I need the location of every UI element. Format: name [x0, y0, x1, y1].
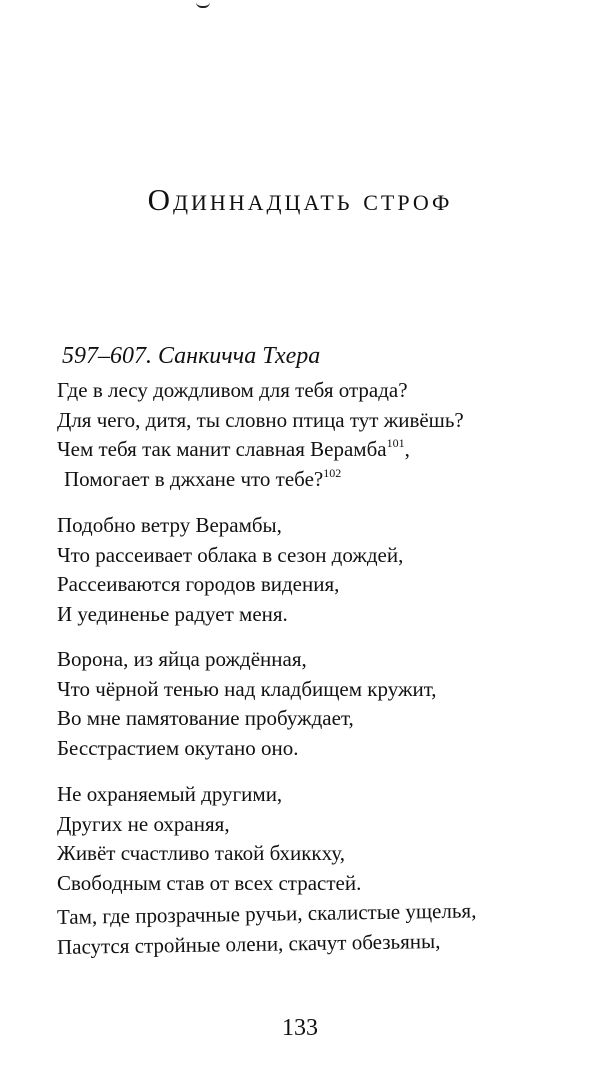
verse-line: Подобно ветру Верамбы,	[57, 513, 282, 537]
verse-text: Помогает в джхане что тебе?	[64, 466, 324, 491]
verse-line: Там, где прозрачные ручьи, скалистые ущелья,	[56, 898, 477, 929]
stanza-5	[56, 898, 477, 962]
verse-line: Не охраняемый другими,	[57, 782, 283, 806]
verse-line: Что рассеивает облака в сезон дождей,	[57, 542, 404, 567]
verse-line: Ворона, из яйца рождённая,	[57, 647, 307, 671]
footnote-ref-102[interactable]: 102	[323, 465, 342, 480]
stanza-4	[57, 780, 361, 898]
verse-line	[57, 465, 464, 495]
verse-punctuation: ,	[404, 437, 410, 461]
verse-line: Бесстрастием окутано оно.	[57, 735, 299, 760]
verse-line: Для чего, дитя, ты словно птица тут живёшь?	[57, 407, 464, 432]
verse-line: Что чёрной тенью над кладбищем кружит,	[57, 676, 437, 701]
verse-line: Во мне памятование пробуждает,	[57, 706, 354, 730]
verse-line: Свободным став от всех страстей.	[57, 870, 362, 895]
poem-header: 597–607. Санкичча Тхера	[62, 343, 321, 369]
stanza-2	[57, 511, 403, 629]
verse-line: Других не охраняя,	[57, 811, 230, 836]
page-number: 133	[282, 1015, 318, 1041]
chapter-title: Одиннадцать строф	[147, 182, 453, 217]
stanza-3	[57, 645, 437, 763]
stanza-1	[57, 376, 464, 494]
verse-line: Рассеиваются городов видения,	[57, 572, 340, 596]
verse-text: Чем тебя так манит славная Верамба	[57, 437, 387, 461]
verse-line: Живёт счастливо такой бхиккху,	[57, 841, 345, 865]
footnote-ref-101[interactable]: 101	[386, 436, 405, 450]
verse-line: Где в лесу дождливом для тебя отрада?	[57, 378, 408, 402]
verse-line: И уединенье радует меня.	[57, 601, 288, 626]
verse-line	[57, 435, 464, 465]
verse-line: Пасутся стройные олени, скачут обезьяны,	[56, 928, 441, 959]
page-top-mark	[196, 0, 210, 8]
